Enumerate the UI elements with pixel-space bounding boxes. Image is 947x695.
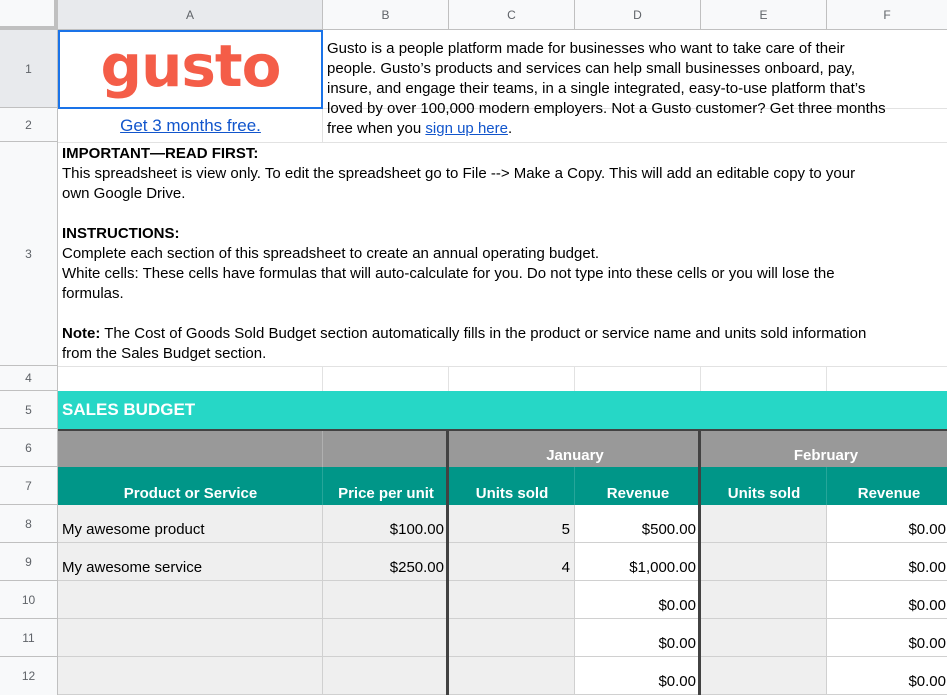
divider [322, 467, 323, 505]
gridline [322, 366, 323, 391]
row-header-9[interactable]: 9 [0, 543, 58, 581]
jan-units-header: Units sold [475, 485, 549, 502]
feb-revenue-header: Revenue [857, 485, 921, 502]
price-header: Price per unit [338, 485, 434, 502]
row-header-10[interactable]: 10 [0, 581, 58, 619]
feb-units-header: Units sold [727, 485, 801, 502]
promo-link-cell[interactable] [58, 109, 323, 142]
feb-revenue-cell[interactable]: $0.00 [827, 543, 947, 581]
price-cell[interactable] [323, 657, 449, 695]
product-cell[interactable] [58, 657, 323, 695]
divider [574, 467, 575, 505]
gridline [58, 142, 947, 143]
feb-units-cell[interactable] [701, 657, 827, 695]
product-cell[interactable] [58, 581, 323, 619]
month-separator [446, 429, 449, 695]
instructions-text-line: formulas. [62, 285, 124, 302]
jan-revenue-cell[interactable]: $0.00 [575, 657, 701, 695]
product-cell[interactable] [58, 619, 323, 657]
divider [826, 467, 827, 505]
jan-revenue-cell[interactable]: $0.00 [575, 581, 701, 619]
jan-revenue-header: Revenue [606, 485, 670, 502]
note-label: Note: [62, 325, 101, 342]
product-cell[interactable]: My awesome product [58, 505, 323, 543]
jan-units-cell[interactable] [449, 581, 575, 619]
sales-budget-section-bar [58, 391, 947, 429]
jan-units-cell[interactable]: 4 [449, 543, 575, 581]
column-header-d[interactable]: D [575, 0, 701, 30]
product-cell[interactable]: My awesome service [58, 543, 323, 581]
row-header-6[interactable]: 6 [0, 429, 58, 467]
section-title: SALES BUDGET [62, 400, 196, 419]
gridline [700, 366, 701, 391]
note-text [62, 324, 947, 344]
price-cell[interactable]: $100.00 [323, 505, 449, 543]
feb-units-cell[interactable] [701, 581, 827, 619]
row-header-8[interactable]: 8 [0, 505, 58, 543]
price-cell[interactable]: $250.00 [323, 543, 449, 581]
jan-revenue-cell[interactable]: $500.00 [575, 505, 701, 543]
note-text: from the Sales Budget section. [62, 345, 267, 362]
intro-text-fragment: free when you [327, 120, 426, 137]
intro-line [327, 119, 947, 139]
feb-revenue-cell[interactable]: $0.00 [827, 505, 947, 543]
month-february-header: February [793, 447, 859, 464]
row-header-4[interactable]: 4 [0, 366, 58, 391]
important-text: This spreadsheet is view only. To edit the spreadsheet go to File --> Make a Copy. This will add an editable copy to your [62, 165, 856, 182]
intro-line: people. Gusto’s products and services can help small businesses onboard, pay, [327, 60, 856, 77]
feb-units-cell[interactable] [701, 505, 827, 543]
get-free-months-link[interactable]: Get 3 months free. [120, 116, 261, 135]
jan-units-cell[interactable]: 5 [449, 505, 575, 543]
column-header-c[interactable]: C [449, 0, 575, 30]
divider [322, 431, 323, 467]
select-all-corner[interactable] [0, 0, 58, 30]
row-header-3[interactable]: 3 [0, 142, 58, 366]
price-cell[interactable] [323, 619, 449, 657]
gusto-logo: gusto [100, 31, 281, 100]
intro-line: loved by over 100,000 modern employers. Not a Gusto customer? Get three months [327, 100, 886, 117]
logo-cell[interactable] [58, 30, 323, 109]
intro-line: insure, and engage their teams, in a single integrated, easy-to-use platform that’s [327, 80, 866, 97]
sign-up-link[interactable]: sign up here [425, 120, 508, 137]
intro-text [327, 39, 947, 139]
jan-revenue-cell[interactable]: $0.00 [575, 619, 701, 657]
row-header-11[interactable]: 11 [0, 619, 58, 657]
gridline [448, 366, 449, 391]
jan-units-cell[interactable] [449, 657, 575, 695]
feb-revenue-cell[interactable]: $0.00 [827, 581, 947, 619]
feb-revenue-cell[interactable]: $0.00 [827, 619, 947, 657]
jan-units-cell[interactable] [449, 619, 575, 657]
column-header-a[interactable]: A [58, 0, 323, 30]
row-header-7[interactable]: 7 [0, 467, 58, 505]
month-separator [698, 429, 701, 695]
gridline [58, 366, 947, 367]
instructions-text [62, 144, 947, 364]
instructions-text-line: White cells: These cells have formulas that will auto-calculate for you. Do not type into these cells or you will lose the [62, 265, 835, 282]
intro-line: Gusto is a people platform made for businesses who want to take care of their [327, 40, 845, 57]
column-header-f[interactable]: F [827, 0, 947, 30]
instructions-text-line: Complete each section of this spreadsheet to create an annual operating budget. [62, 245, 600, 262]
row-header-2[interactable]: 2 [0, 108, 58, 142]
price-cell[interactable] [323, 581, 449, 619]
column-header-b[interactable]: B [323, 0, 449, 30]
month-january-header: January [546, 447, 604, 464]
feb-units-cell[interactable] [701, 543, 827, 581]
important-heading: IMPORTANT—READ FIRST: [62, 145, 259, 162]
row-header-5[interactable]: 5 [0, 391, 58, 429]
row-header-12[interactable]: 12 [0, 657, 58, 695]
product-header: Product or Service [123, 485, 258, 502]
instructions-heading: INSTRUCTIONS: [62, 225, 180, 242]
feb-revenue-cell[interactable]: $0.00 [827, 657, 947, 695]
intro-text-fragment: . [507, 120, 513, 137]
column-header-e[interactable]: E [701, 0, 827, 30]
gridline [574, 366, 575, 391]
important-text: own Google Drive. [62, 185, 186, 202]
row-header-1[interactable]: 1 [0, 30, 58, 108]
gridline [826, 366, 827, 391]
feb-units-cell[interactable] [701, 619, 827, 657]
jan-revenue-cell[interactable]: $1,000.00 [575, 543, 701, 581]
note-text-fragment: The Cost of Goods Sold Budget section automatically fills in the product or service name and units sold information [100, 325, 867, 342]
